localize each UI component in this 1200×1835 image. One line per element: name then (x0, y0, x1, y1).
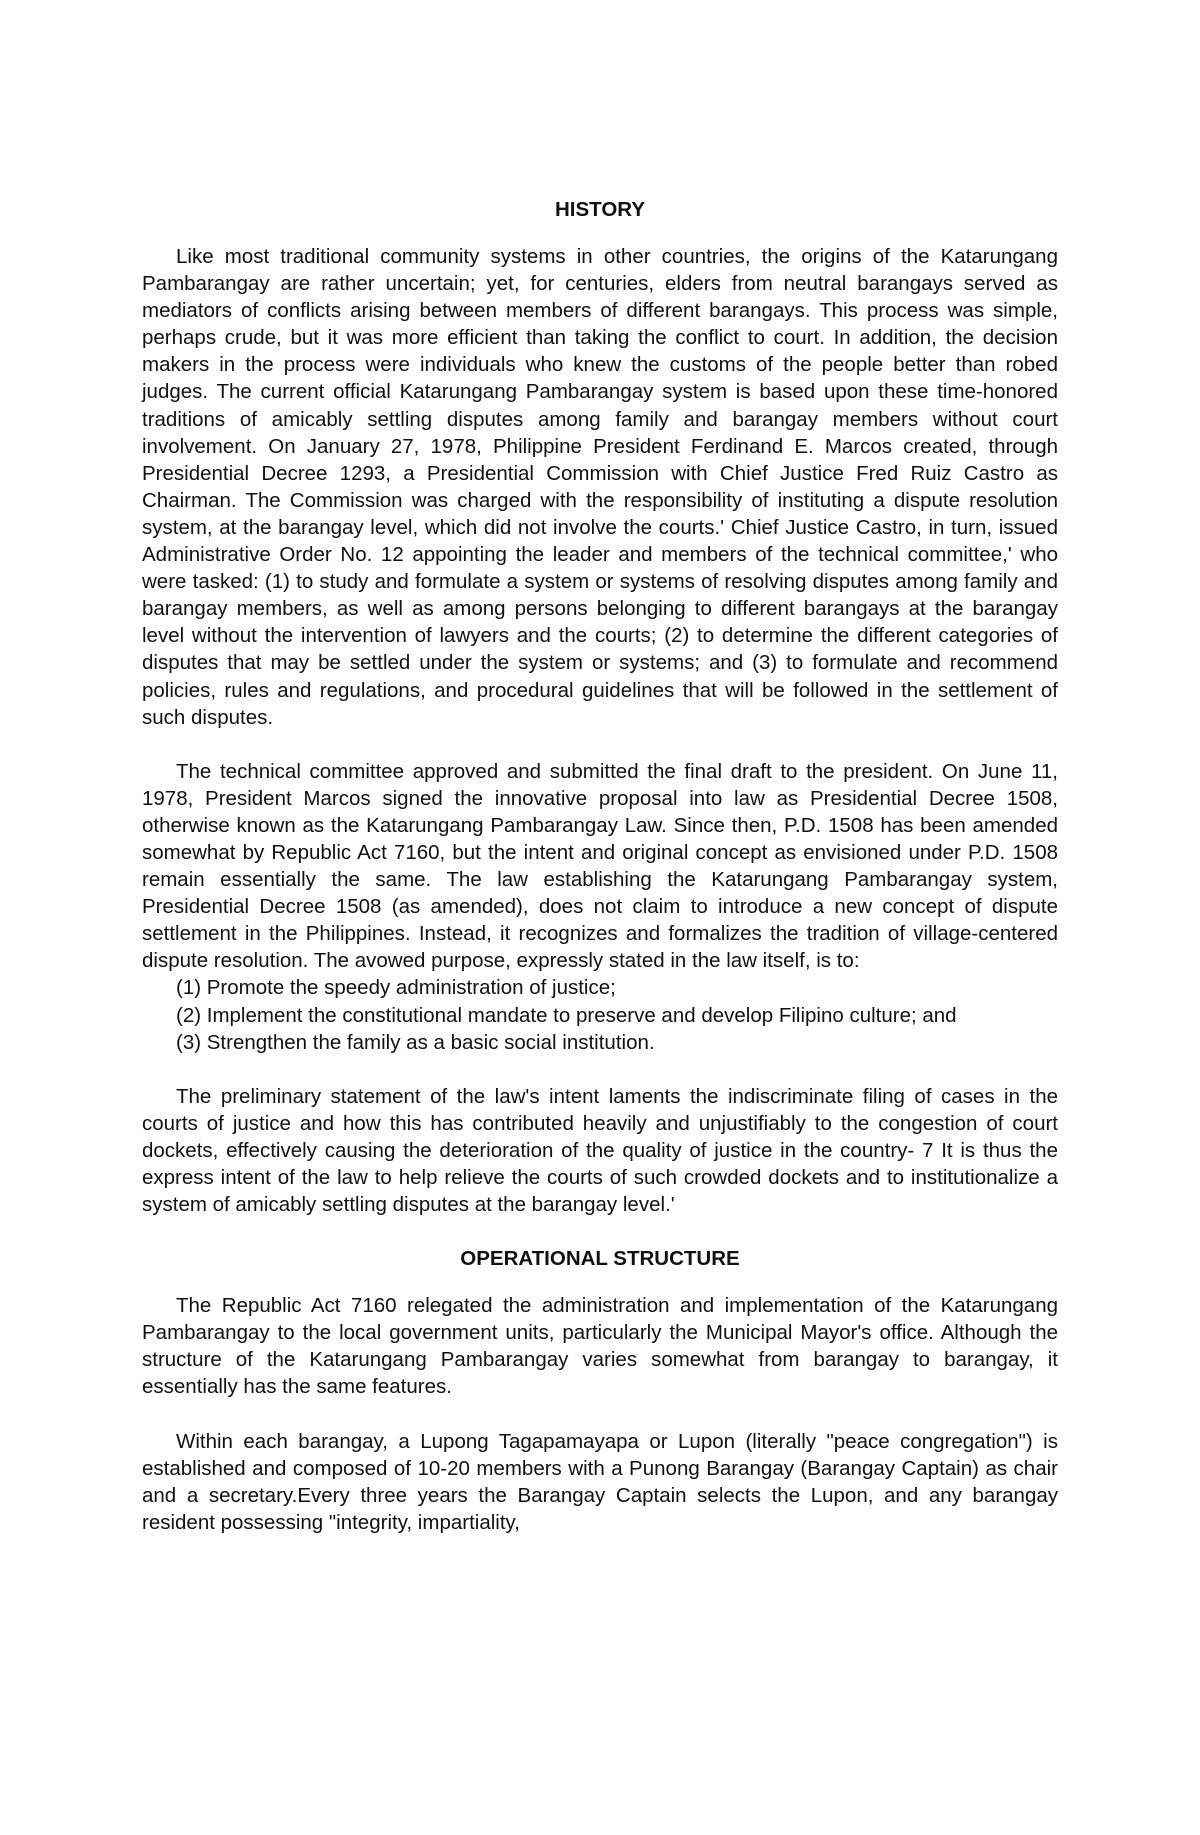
purpose-list (142, 974, 1058, 1055)
history-paragraph-1: Like most traditional community systems in other countries, the origins of the Katarungang Pambarangay are rather uncertain; yet, for centuries, elders from neutral barangays served as mediators of conflicts arising between members of different barangays. This process was simple, perhaps crude, but it was more efficient than taking the conflict to court. In addition, the decision makers in the process were individuals who knew the customs of the people better than robed judges. The current official Katarungang Pambarangay system is based upon these time-honored traditions of amicably settling disputes among family and barangay members without court involvement. On January 27, 1978, Philippine President Ferdinand E. Marcos created, through Presidential Decree 1293, a Presidential Commission with Chief Justice Fred Ruiz Castro as Chairman. The Commission was charged with the responsibility of instituting a dispute resolution system, at the barangay level, which did not involve the courts.' Chief Justice Castro, in turn, issued Administrative Order No. 12 appointing the leader and members of the technical committee,' who were tasked: (1) to study and formulate a system or systems of resolving disputes among family and barangay members, as well as among persons belonging to different barangays at the barangay level without the intervention of lawyers and the courts; (2) to determine the different categories of disputes that may be settled under the system or systems; and (3) to formulate and recommend policies, rules and regulations, and procedural guidelines that will be followed in the settlement of such disputes. (142, 245, 1058, 729)
purpose-item-3: (3) Strengthen the family as a basic social institution. (176, 1030, 655, 1054)
purpose-item-2: (2) Implement the constitutional mandate to preserve and develop Filipino culture; and (176, 1003, 957, 1027)
history-paragraph-2: The technical committee approved and submitted the final draft to the president. On June 11, 1978, President Marcos signed the innovative proposal into law as Presidential Decree 1508, otherwise known as the Katarungang Pambarangay Law. Since then, P.D. 1508 has been amended somewhat by Republic Act 7160, but the intent and original concept as envisioned under P.D. 1508 remain essentially the same. The law establishing the Katarungang Pambarangay system, Presidential Decree 1508 (as amended), does not claim to introduce a new concept of dispute settlement in the Philippines. Instead, it recognizes and formalizes the tradition of village-centered dispute resolution. The avowed purpose, expressly stated in the law itself, is to: (142, 759, 1058, 973)
history-closing-paragraph: The preliminary statement of the law's intent laments the indiscriminate filing of cases in the courts of justice and how this has contributed heavily and unjustifiably to the congestion of court dockets, effectively causing the deterioration of the quality of justice in the country- 7 It is thus the express intent of the law to help relieve the courts of such crowded dockets and to institutionalize a system of amicably settling disputes at the barangay level.' (142, 1084, 1058, 1217)
operational-paragraph-1: The Republic Act 7160 relegated the administration and implementation of the Katarungang Pambarangay to the local government units, particularly the Municipal Mayor's office. Although the structure of the Katarungang Pambarangay varies somewhat from barangay to barangay, it essentially has the same features. (142, 1294, 1058, 1399)
purpose-item-1: (1) Promote the speedy administration of justice; (176, 976, 616, 1000)
history-heading: HISTORY (555, 198, 645, 221)
operational-structure-heading: OPERATIONAL STRUCTURE (460, 1247, 740, 1271)
document-page (142, 196, 1058, 1563)
operational-paragraph-2: Within each barangay, a Lupong Tagapamayapa or Lupon (literally "peace congregation") is established and composed of 10-20 members with a Punong Barangay (Barangay Captain) as chair and a secretary.Every three years the Barangay Captain selects the Lupon, and any barangay resident possessing "integrity, impartiality, (142, 1429, 1058, 1534)
